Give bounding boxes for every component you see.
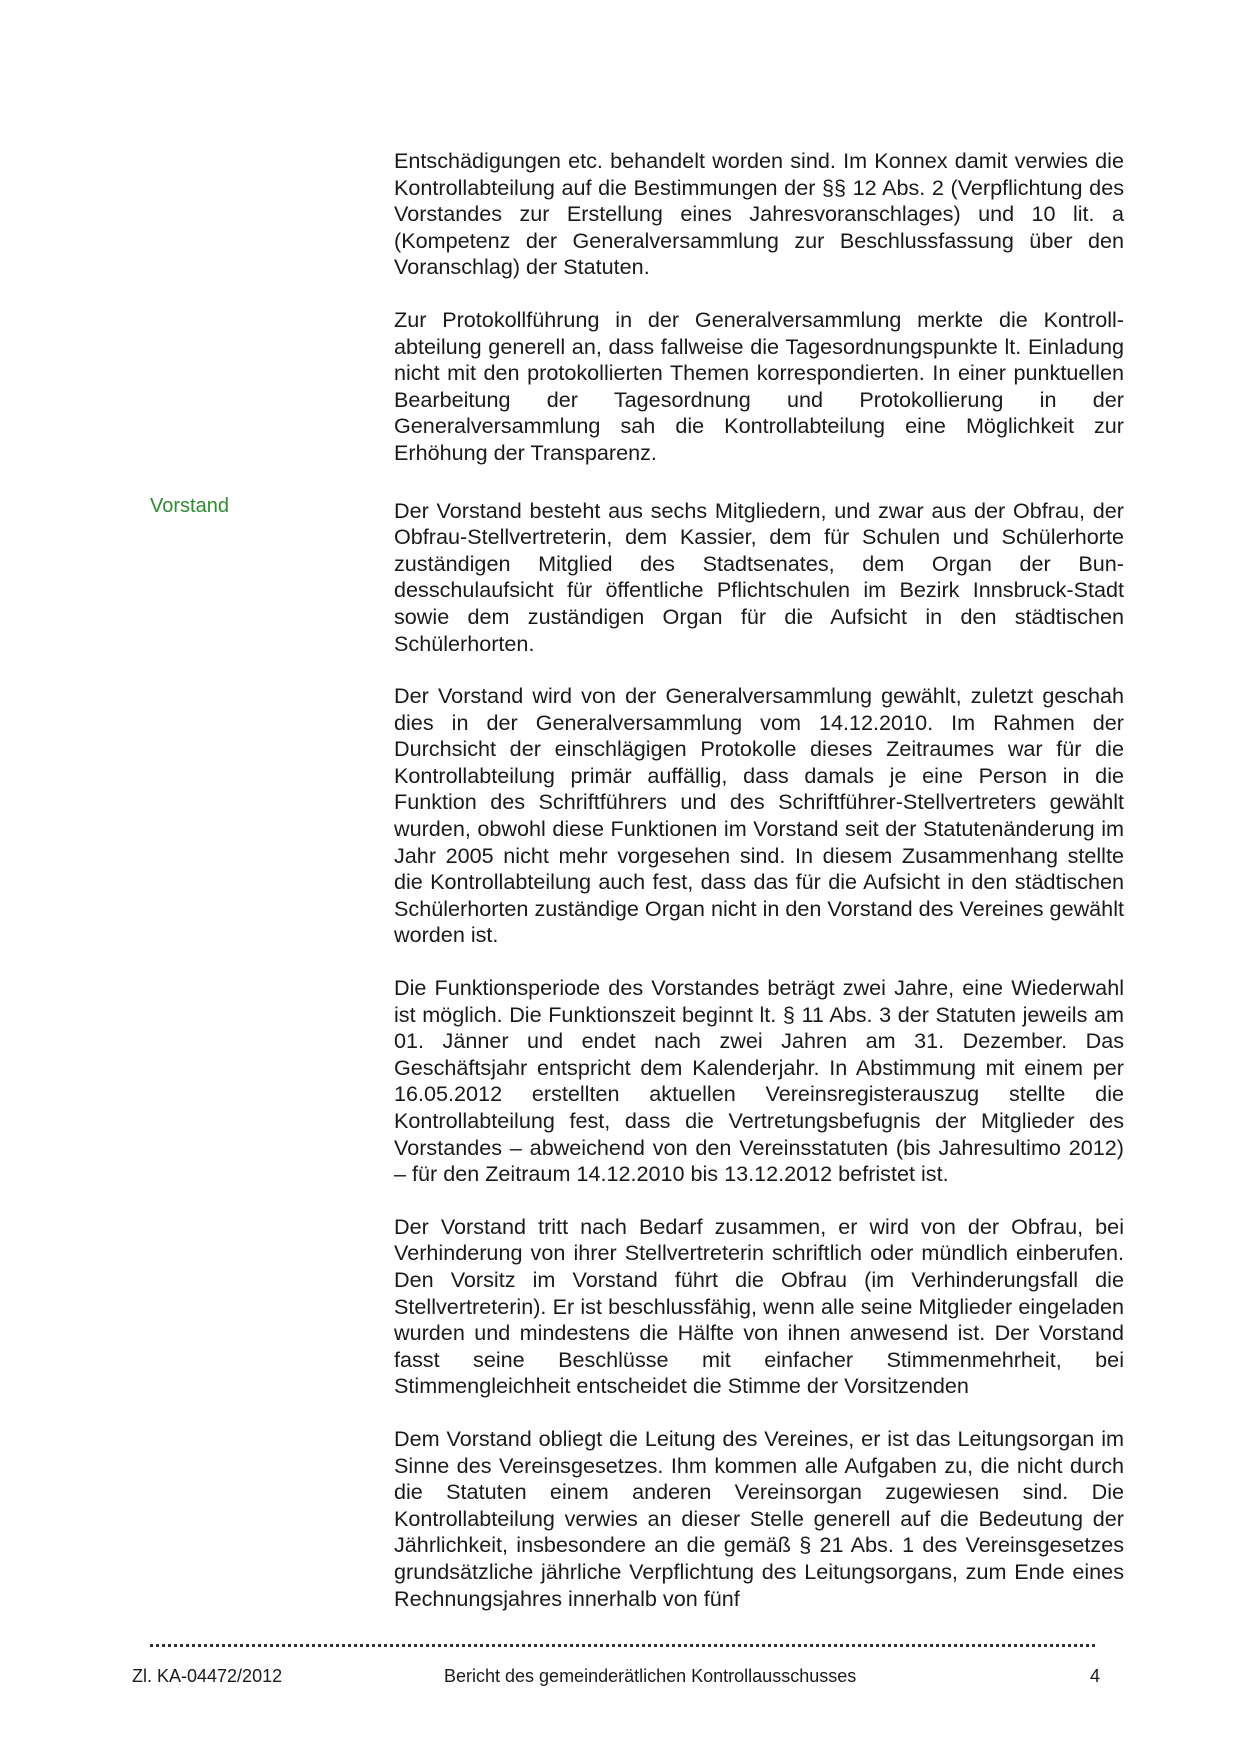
footer-title: Bericht des gemeinderätlichen Kontrollausschusses bbox=[444, 1666, 857, 1686]
paragraph-6: Der Vorstand tritt nach Bedarf zusammen, er wird von der Obfrau, bei Verhinderung von ihrer Stellvertreterin schriftlich oder mündlich einberufen. Den Vorsitz im Vorstand führt die Obfrau (im Verhinderungsfall die Stellvertreterin). Er ist beschlussfähig, wenn alle seine Mitglieder eingeladen wurden und mindestens die Hälfte von ihnen anwesend ist. Der Vorstand fasst seine Beschlüsse mit einfacher Stimmenmehrheit, bei Stimmengleichheit entscheidet die Stimme der Vorsitzenden bbox=[394, 1213, 1124, 1399]
paragraph-7: Dem Vorstand obliegt die Leitung des Vereines, er ist das Leitungsorgan im Sinne des Vereinsgesetzes. Ihm kommen alle Aufgaben zu, die nicht durch die Statuten einem anderen Vereinsorgan zugewiesen sind. Die Kontrollabteilung verwies an dieser Stelle generell auf die Bedeutung der Jährlichkeit, insbesondere an die gemäß § 21 Abs. 1 des Vereinsgesetzes grundsätzliche jährliche Verpflichtung des Leitungsorgans, zum Ende eines Rechnungsjahres innerhalb von fünf bbox=[394, 1425, 1124, 1611]
margin-heading-vorstand: Vorstand bbox=[150, 495, 229, 517]
body-text-column bbox=[394, 148, 1124, 1612]
paragraph-1: Entschädigungen etc. behandelt worden sind. Im Konnex damit verwies die Kontrollabteilung auf die Bestimmungen der §§ 12 Abs. 2 (Verpflichtung des Vorstandes zur Erstellung eines Jahresvoranschlages) und 10 lit. a (Kompetenz der Generalversammlung zur Beschlussfassung über den Voranschlag) der Statuten. bbox=[394, 148, 1124, 280]
paragraph-5: Die Funktionsperiode des Vorstandes beträgt zwei Jahre, eine Wiederwahl ist möglich. Die Funktionszeit beginnt lt. § 11 Abs. 3 der Statuten jeweils am 01. Jänner und endet nach zwei Jahren am 31. Dezember. Das Geschäftsjahr entspricht dem Kalenderjahr. In Abstimmung mit einem per 16.05.2012 erstellten aktuellen Vereinsregisterauszug stellte die Kontrollabteilung fest, dass die Vertretungsbefugnis der Mitglieder des Vorstandes – abweichend von den Vereinsstatuten (bis Jahresultimo 2012) – für den Zeitraum 14.12.2010 bis 13.12.2012 befristet ist. bbox=[394, 975, 1124, 1187]
paragraph-3: Der Vorstand besteht aus sechs Mitgliedern, und zwar aus der Obfrau, der Obfrau-Stellvertreterin, dem Kassier, dem für Schulen und Schülerhorte zuständigen Mitglied des Stadtsenates, dem Organ der Bundesschulaufsicht für öffentliche Pflichtschulen im Bezirk Innsbruck-Stadt sowie dem zuständigen Organ für die Aufsicht in den städtischen Schülerhorten. bbox=[394, 497, 1124, 656]
footer-page-number: 4 bbox=[1089, 1666, 1100, 1686]
footer-divider bbox=[150, 1644, 1095, 1647]
footer-reference: Zl. KA-04472/2012 bbox=[132, 1666, 283, 1686]
paragraph-4: Der Vorstand wird von der Generalversammlung gewählt, zuletzt geschah dies in der Generalversammlung vom 14.12.2010. Im Rahmen der Durchsicht der einschlägigen Protokolle dieses Zeitraumes war für die Kontrollabteilung primär auffällig, dass damals je eine Person in die Funktion des Schriftführers und des Schriftführer-Stellvertreters gewählt wurden, obwohl diese Funktionen im Vorstand seit der Statutenänderung im Jahr 2005 nicht mehr vorgesehen sind. In diesem Zusammenhang stellte die Kontrollabteilung auch fest, dass das für die Aufsicht in den städtischen Schülerhorten zuständige Organ nicht in den Vorstand des Vereines gewählt worden ist. bbox=[394, 683, 1124, 948]
paragraph-2: Zur Protokollführung in der Generalversammlung merkte die Kontrollabteilung generell an, dass fallweise die Tagesordnungspunkte lt. Einladung nicht mit den protokollierten Themen korrespondierten. In einer punktuellen Bearbeitung der Tagesordnung und Protokollierung in der Generalversammlung sah die Kontrollabteilung eine Möglichkeit zur Erhöhung der Transparenz. bbox=[394, 306, 1124, 465]
